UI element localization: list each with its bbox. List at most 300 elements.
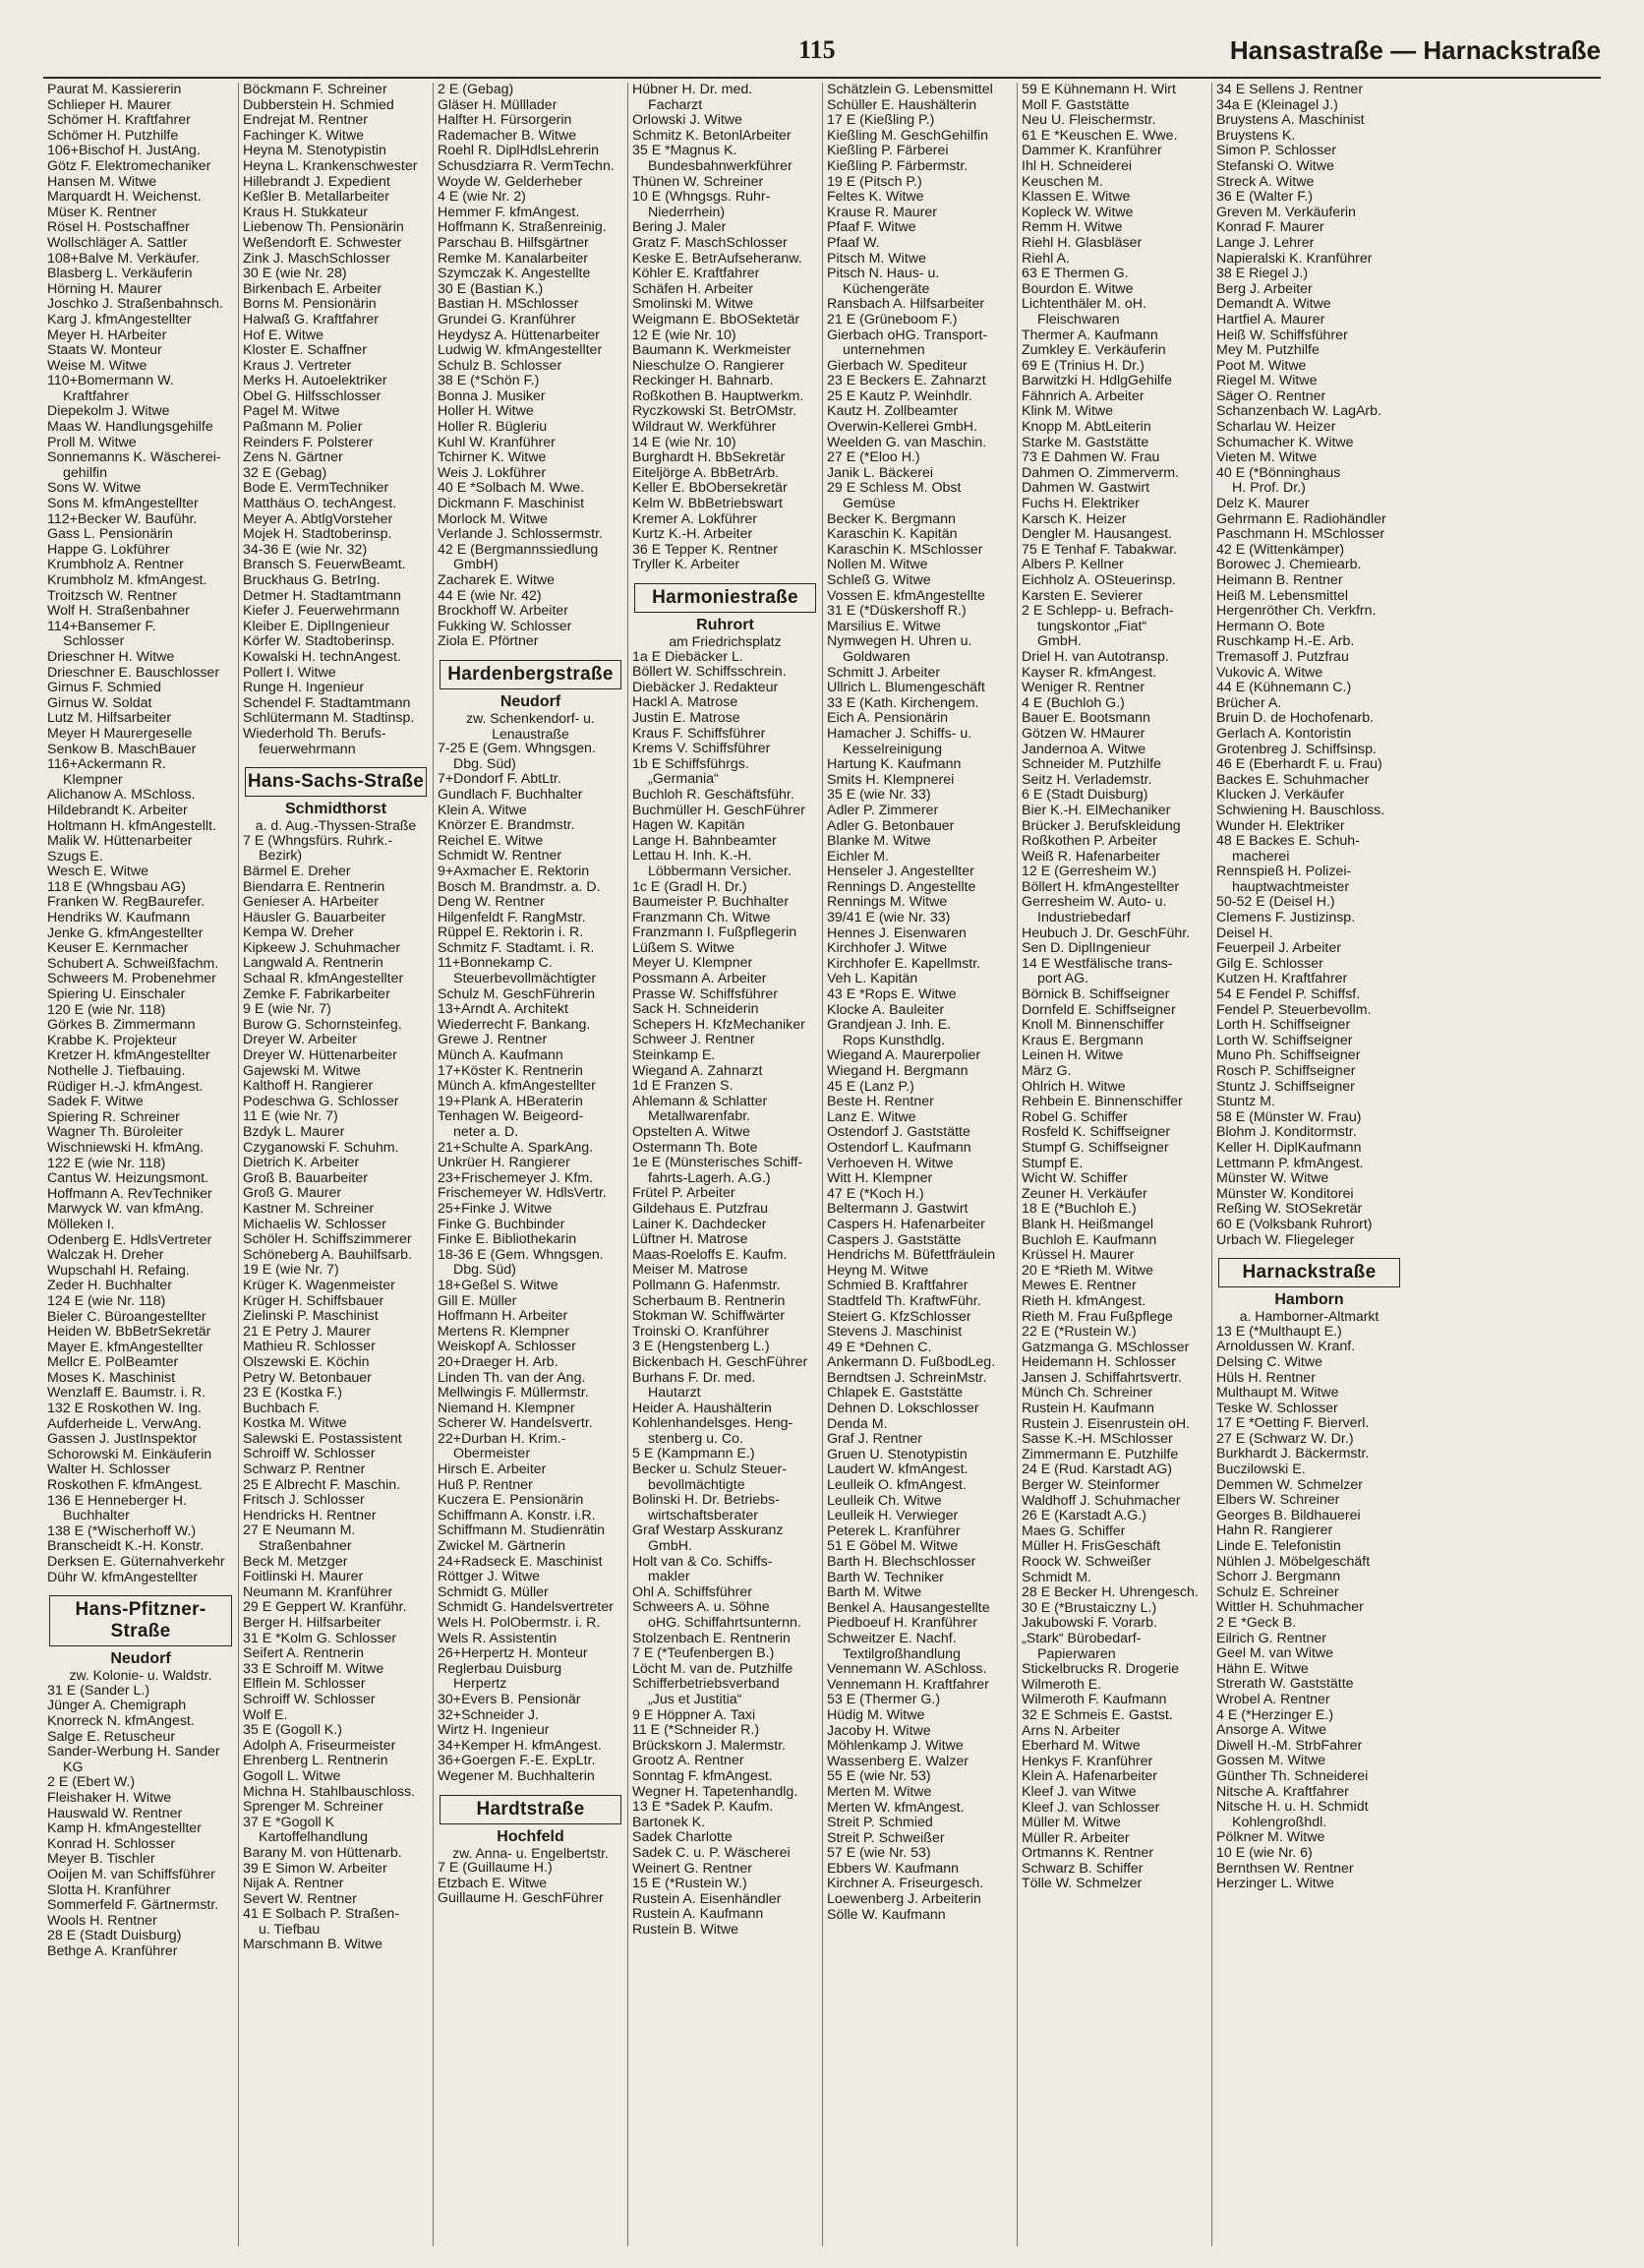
directory-entry: Bonna J. Musiker — [438, 388, 546, 404]
directory-entry: Barth M. Witwe — [827, 1585, 922, 1601]
directory-entry: Pagel M. Witwe — [243, 404, 340, 420]
directory-entry: Streit P. Schweißer — [827, 1830, 945, 1846]
directory-entry: Schmidt G. Handelsvertreter — [438, 1600, 614, 1616]
directory-column — [433, 83, 627, 2246]
directory-entry: Dreyer W. Hüttenarbeiter — [243, 1048, 397, 1064]
directory-entry: 4 E (*Herzinger E.) — [1216, 1707, 1334, 1723]
directory-entry: Bering J. Maler — [632, 220, 727, 236]
directory-entry: Krause R. Maurer — [827, 205, 937, 220]
directory-entry: Schlütermann M. Stadtinsp. — [243, 711, 415, 727]
directory-entry: Barany M. von Hüttenarb. — [243, 1845, 402, 1861]
directory-entry: Loewenberg J. Arbeiterin — [827, 1892, 981, 1908]
directory-entry: Hautarzt — [648, 1386, 701, 1402]
directory-entry: Böllert H. kfmAngestellter — [1022, 879, 1180, 895]
directory-entry: Bruckhaus G. BetrIng. — [243, 573, 381, 588]
directory-entry: Peterek L. Kranführer — [827, 1523, 961, 1539]
directory-entry: Ruschkamp H.-E. Arb. — [1216, 634, 1355, 650]
directory-entry: Lichtenthäler M. oH. — [1022, 297, 1146, 313]
directory-entry: Konrad H. Schlosser — [47, 1836, 176, 1852]
directory-entry: Görkes B. Zimmermann — [47, 1018, 196, 1034]
directory-entry: GmbH) — [453, 558, 499, 573]
directory-entry: Facharzt — [648, 97, 703, 113]
directory-entry: Niederrhein) — [648, 205, 726, 220]
running-title: Hansastraße — Harnackstraße — [1229, 35, 1601, 65]
directory-entry: Kipkeew J. Schuhmacher — [243, 940, 401, 956]
directory-entry: Zink J. MaschSchlosser — [243, 251, 390, 267]
directory-entry: Georges B. Bildhauerei — [1216, 1508, 1361, 1523]
directory-entry: Kuhl W. Kranführer — [438, 435, 556, 450]
directory-entry: Kesselreinigung — [843, 742, 942, 757]
directory-entry: 19+Plank A. HBeraterin — [438, 1094, 583, 1109]
directory-entry: Kleef J. van Witwe — [1022, 1784, 1137, 1800]
street-heading: Hardenbergstraße — [440, 660, 621, 689]
directory-entry: Jünger A. Chemigraph — [47, 1699, 187, 1714]
directory-entry: 11 E (*Schneider R.) — [632, 1723, 760, 1739]
directory-entry: Gogoll L. Witwe — [243, 1768, 341, 1784]
directory-entry: Klocke A. Bauleiter — [827, 1002, 945, 1018]
directory-entry: 7 E (*Teufenbergen B.) — [632, 1646, 775, 1662]
directory-entry: Bruystens K. — [1216, 128, 1296, 144]
directory-entry: Kraus J. Vertreter — [243, 358, 352, 374]
directory-entry: 69 E (Trinius H. Dr.) — [1022, 358, 1145, 374]
directory-entry: Podeschwa G. Schlosser — [243, 1094, 399, 1109]
directory-entry: Herzinger L. Witwe — [1216, 1877, 1334, 1892]
directory-entry: Reichel E. Witwe — [438, 833, 544, 849]
directory-entry: 32 E Schmeis E. Gastst. — [1022, 1707, 1173, 1723]
directory-entry: Lorth H. Schiffseigner — [1216, 1018, 1351, 1034]
directory-entry: Dietrich K. Arbeiter — [243, 1156, 360, 1171]
directory-entry: Knorreck N. kfmAngest. — [47, 1713, 195, 1729]
directory-entry: Kießling M. GeschGehilfin — [827, 128, 989, 144]
directory-entry: 116+Ackermann R. — [47, 757, 166, 773]
directory-entry: Benkel A. Hausangestellte — [827, 1600, 990, 1616]
directory-entry: Rösel H. Postschaffner — [47, 220, 190, 236]
directory-entry: 37 E *Gogoll K — [243, 1815, 335, 1830]
directory-entry: 27 E (*Eloo H.) — [827, 450, 920, 466]
directory-entry: 12 E (wie Nr. 10) — [632, 328, 736, 343]
directory-entry: Wiederrecht F. Bankang. — [438, 1017, 591, 1033]
directory-entry: 36 E Tepper K. Rentner — [632, 542, 779, 558]
directory-entry: Gass L. Pensionärin — [47, 527, 173, 543]
directory-entry: Unkrüer H. Rangierer — [438, 1156, 570, 1171]
directory-entry: Bethge A. Kranführer — [47, 1943, 178, 1959]
directory-entry: Nothelle J. Tiefbauing. — [47, 1064, 186, 1079]
directory-entry: 12 E (Gerresheim W.) — [1022, 865, 1157, 880]
directory-entry: Rennings D. Angestellte — [827, 879, 976, 895]
directory-entry: Hackl A. Matrose — [632, 695, 738, 711]
directory-entry: Smits H. Klempnerei — [827, 772, 955, 788]
directory-entry: 2 E *Geck B. — [1216, 1616, 1297, 1631]
directory-entry: Schusdziarra R. VermTechn. — [438, 158, 615, 174]
directory-entry: Weßendorft E. Schwester — [243, 235, 402, 251]
directory-entry: Smolinski M. Witwe — [632, 297, 753, 313]
directory-entry: Tremasoff J. Putzfrau — [1216, 649, 1349, 665]
directory-entry: 7+Dondorf F. AbtLtr. — [438, 772, 561, 788]
directory-entry: Rieth M. Frau Fußpflege — [1022, 1309, 1173, 1325]
directory-entry: Ostermann Th. Bote — [632, 1140, 758, 1156]
street-section-note: a. Hamborner-Altmarkt — [1239, 1308, 1380, 1325]
directory-entry: 1c E (Gradl H. Dr.) — [632, 879, 747, 895]
directory-entry: Hoffmann H. Arbeiter — [438, 1309, 568, 1325]
directory-entry: Brückskorn J. Malermstr. — [632, 1738, 787, 1754]
directory-entry: Hendricks H. Rentner — [243, 1508, 377, 1523]
directory-entry: Ohl A. Schiffsführer — [632, 1584, 752, 1600]
directory-entry: Eichler M. — [827, 849, 890, 865]
directory-entry: Schwiening H. Bauschloss. — [1216, 803, 1385, 818]
directory-entry: Heyng M. Witwe — [827, 1263, 929, 1279]
directory-entry: Hemmer F. kfmAngest. — [438, 205, 580, 220]
directory-entry: Czyganowski F. Schuhm. — [243, 1140, 399, 1156]
directory-entry: Dühr W. kfmAngestellter — [47, 1570, 198, 1585]
directory-entry: Finke E. Bibliothekarin — [438, 1232, 577, 1248]
directory-entry: Fleischwaren — [1037, 312, 1120, 328]
directory-entry: Zimmermann E. Putzhilfe — [1022, 1447, 1179, 1462]
directory-entry: Marwyck W. van kfmAng. — [47, 1202, 205, 1218]
directory-entry: Wilmeroth F. Kaufmann — [1022, 1693, 1167, 1708]
directory-entry: Wools H. Rentner — [47, 1913, 157, 1929]
directory-entry: 24+Radseck E. Maschinist — [438, 1554, 603, 1570]
directory-entry: Seitz H. Verlademstr. — [1022, 772, 1152, 788]
directory-entry: Aufderheide L. VerwAng. — [47, 1416, 202, 1432]
directory-entry: Hüdig M. Witwe — [827, 1707, 925, 1723]
directory-entry: 19 E (Pitsch P.) — [827, 174, 922, 190]
directory-entry: Keller E. BbObersekretär — [632, 481, 788, 497]
directory-entry: Frütel P. Arbeiter — [632, 1186, 735, 1202]
directory-entry: Reglerbau Duisburg — [438, 1661, 562, 1677]
directory-entry: Runge H. Ingenieur — [243, 681, 365, 696]
directory-entry: Biendarra E. Rentnerin — [243, 879, 385, 895]
directory-entry: Henseler J. Angestellter — [827, 865, 974, 880]
directory-entry: 75 E Tenhaf F. Tabakwar. — [1022, 542, 1178, 558]
street-section-note: am Friedrichsplatz — [669, 633, 782, 649]
directory-entry: 34 E Sellens J. Rentner — [1216, 83, 1364, 97]
directory-entry: Gemüse — [843, 497, 896, 512]
directory-entry: 4 E (Buchloh G.) — [1022, 695, 1125, 711]
district-heading: Ruhrort — [696, 617, 754, 633]
directory-entry: Münch A. kfmAngestellter — [438, 1079, 596, 1095]
directory-entry: 18 E (*Buchloh E.) — [1022, 1202, 1137, 1218]
directory-entry: Brücker J. Berufskleidung — [1022, 818, 1181, 834]
directory-entry: 11+Bonnekamp C. — [438, 956, 553, 972]
directory-entry: Krüssel H. Maurer — [1022, 1248, 1135, 1264]
directory-entry: 34-36 E (wie Nr. 32) — [243, 542, 368, 558]
directory-entry: 57 E (wie Nr. 53) — [827, 1846, 931, 1862]
directory-entry: Heiß M. Lebensmittel — [1216, 588, 1349, 604]
directory-entry: Delsing C. Witwe — [1216, 1354, 1323, 1370]
directory-entry: Nitsche A. Kraftfahrer — [1216, 1784, 1349, 1800]
directory-entry: Meyer U. Klempner — [632, 956, 753, 972]
directory-entry: Mellcr E. PolBeamter — [47, 1355, 179, 1371]
directory-entry: Rosch P. Schiffseigner — [1216, 1064, 1356, 1079]
directory-entry: 63 E Thermen G. — [1022, 267, 1129, 282]
directory-entry: Salewski E. Postassistent — [243, 1431, 402, 1447]
directory-entry: Schömer H. Putzhilfe — [47, 128, 179, 144]
directory-entry: 44 E (Kühnemann C.) — [1216, 681, 1352, 696]
directory-entry: Müller H. FrisGeschäft — [1022, 1539, 1161, 1555]
directory-entry: Gläser H. Mülllader — [438, 97, 558, 113]
directory-entry: Nieschulze O. Rangierer — [632, 358, 785, 374]
directory-entry: Bosch M. Brandmstr. a. D. — [438, 879, 601, 895]
directory-entry: Gajewski M. Witwe — [243, 1063, 361, 1079]
directory-entry: Eichholz A. OSteuerinsp. — [1022, 573, 1176, 588]
directory-entry: Bier K.-H. ElMechaniker — [1022, 803, 1171, 818]
directory-entry: Weelden G. van Maschin. — [827, 435, 987, 450]
directory-entry: Kleef J. van Schlosser — [1022, 1800, 1160, 1816]
directory-entry: Zwickel M. Gärtnerin — [438, 1539, 566, 1555]
directory-entry: Caspers H. Hafenarbeiter — [827, 1217, 985, 1232]
directory-entry: 29 E Schless M. Obst — [827, 481, 962, 497]
directory-entry: Nühlen J. Möbelgeschäft — [1216, 1554, 1371, 1570]
directory-entry: Fuchs H. Elektriker — [1022, 497, 1140, 512]
directory-entry: Groß G. Maurer — [243, 1186, 342, 1202]
directory-entry: 48 E Backes E. Schuh- — [1216, 834, 1360, 850]
directory-entry: Industriebedarf — [1037, 911, 1131, 926]
directory-entry: Kirchhofer J. Witwe — [827, 941, 948, 957]
directory-entry: Starke M. Gaststätte — [1022, 435, 1149, 450]
directory-entry: Moses K. Maschinist — [47, 1370, 176, 1386]
directory-entry: Blasberg L. Verkäuferin — [47, 267, 193, 282]
directory-entry: Detmer H. Stadtamtmann — [243, 588, 401, 604]
directory-entry: Baumeister P. Buchhalter — [632, 895, 790, 911]
directory-entry: Wilmeroth E. — [1022, 1677, 1102, 1693]
directory-entry: Textilgroßhandlung — [843, 1646, 961, 1662]
directory-entry: Becker u. Schulz Steuer- — [632, 1462, 787, 1478]
directory-entry: Heiden W. BbBetrSekretär — [47, 1325, 211, 1341]
directory-entry: Kuczera E. Pensionärin — [438, 1493, 584, 1509]
directory-entry: Schüller E. Haushälterin — [827, 97, 977, 113]
directory-entry: Wittler H. Schuhmacher — [1216, 1600, 1364, 1616]
directory-entry: Muno Ph. Schiffseigner — [1216, 1048, 1361, 1064]
directory-entry: Witt H. Klempner — [827, 1171, 933, 1187]
directory-entry: Rüdiger H.-J. kfmAngest. — [47, 1079, 204, 1095]
directory-entry: Lainer K. Dachdecker — [632, 1217, 767, 1232]
directory-entry: 114+Bansemer F. — [47, 619, 156, 634]
directory-entry: Sadek F. Witwe — [47, 1095, 144, 1110]
directory-entry: Goldwaren — [843, 649, 910, 665]
directory-entry: Stevens J. Maschinist — [827, 1325, 963, 1341]
directory-entry: 17 E *Oetting F. Bierverl. — [1216, 1416, 1370, 1432]
directory-entry: Nymwegen H. Uhren u. — [827, 634, 972, 650]
directory-entry: Neu U. Fleischermstr. — [1022, 113, 1156, 129]
directory-entry: Knoll M. Binnenschiffer — [1022, 1018, 1164, 1034]
directory-entry: Bundesbahnwerkführer — [648, 158, 793, 174]
directory-entry: Szymczak K. Angestellte — [438, 267, 591, 282]
directory-entry: Jansen J. Schiffahrtsvertr. — [1022, 1370, 1182, 1386]
directory-entry: Overwin-Kellerei GmbH. — [827, 420, 977, 436]
directory-entry: 9 E (wie Nr. 7) — [243, 1002, 331, 1018]
directory-entry: Kraus F. Schiffsführer — [632, 726, 766, 742]
directory-entry: Riegel M. Witwe — [1216, 374, 1318, 389]
directory-entry: Sons W. Witwe — [47, 481, 142, 497]
directory-entry: Franzmann I. Fußpflegerin — [632, 925, 797, 941]
directory-entry: Bastian H. MSchlosser — [438, 297, 579, 313]
directory-entry: Fendel P. Steuerbevollm. — [1216, 1002, 1372, 1018]
directory-entry: Streit P. Schmied — [827, 1816, 933, 1831]
directory-entry: Wiegand A. Zahnarzt — [632, 1063, 763, 1079]
directory-entry: Roock W. Schweißer — [1022, 1555, 1151, 1570]
directory-entry: Dahmen O. Zimmerverm. — [1022, 465, 1180, 481]
directory-entry: Wels R. Assistentin — [438, 1631, 558, 1646]
directory-entry: 34+Kemper H. kfmAngest. — [438, 1738, 602, 1754]
directory-entry: 31 E *Kolm G. Schlosser — [243, 1631, 397, 1646]
directory-entry: Girnus W. Soldat — [47, 695, 152, 711]
directory-entry: Mey M. Putzhilfe — [1216, 343, 1320, 359]
street-heading: Hardtstraße — [440, 1795, 621, 1824]
directory-entry: Heimann B. Rentner — [1216, 573, 1343, 588]
directory-entry: Wischniewski H. kfmAng. — [47, 1140, 205, 1156]
directory-entry: Buczilowski E. — [1216, 1462, 1306, 1478]
directory-entry: Sack H. Schneiderin — [632, 1002, 759, 1018]
directory-entry: Jacoby H. Witwe — [827, 1723, 931, 1739]
directory-entry: Elbers W. Schreiner — [1216, 1493, 1340, 1509]
directory-entry: Pfaaf F. Witwe — [827, 220, 916, 236]
directory-entry: Malik W. Hüttenarbeiter — [47, 834, 193, 850]
directory-entry: Schubert A. Schweißfachm. — [47, 956, 219, 972]
directory-entry: Krabbe K. Projekteur — [47, 1033, 177, 1048]
directory-entry: Karaschin K. MSchlosser — [827, 542, 983, 558]
directory-entry: 35 E (wie Nr. 33) — [827, 788, 931, 804]
directory-entry: Dengler M. Hausangest. — [1022, 527, 1172, 543]
directory-entry: 1d E Franzen S. — [632, 1079, 734, 1095]
directory-entry: Ransbach A. Hilfsarbeiter — [827, 297, 985, 313]
directory-entry: Eberhard M. Witwe — [1022, 1739, 1141, 1755]
directory-entry: Rieth H. kfmAngest. — [1022, 1293, 1146, 1309]
directory-entry: Bruin D. de Hochofenarb. — [1216, 711, 1375, 727]
directory-entry: Genieser A. HArbeiter — [243, 895, 379, 911]
directory-entry: Klein A. Witwe — [438, 803, 527, 818]
directory-entry: Kloster E. Schaffner — [243, 343, 367, 359]
directory-entry: Sonntag F. kfmAngest. — [632, 1768, 773, 1784]
directory-entry: 24 E (Rud. Karstadt AG) — [1022, 1462, 1172, 1478]
directory-entry: 10 E (Whngsgs. Ruhr- — [632, 190, 771, 206]
directory-entry: Demmen W. Schmelzer — [1216, 1477, 1364, 1493]
directory-entry: Klink M. Witwe — [1022, 404, 1114, 420]
directory-entry: Wolf E. — [243, 1707, 288, 1723]
directory-entry: März G. — [1022, 1064, 1072, 1079]
directory-entry: Hahn R. Rangierer — [1216, 1523, 1333, 1539]
directory-entry: Meyer A. AbtlgVorsteher — [243, 511, 393, 527]
directory-entry: Buchloh E. Kaufmann — [1022, 1232, 1157, 1248]
directory-entry: Heubuch J. Dr. GeschFühr. — [1022, 925, 1191, 941]
directory-entry: Beltermann J. Gastwirt — [827, 1202, 969, 1218]
directory-entry: Reckinger H. Bahnarb. — [632, 374, 774, 389]
directory-entry: Niemand H. Klempner — [438, 1401, 575, 1416]
directory-entry: Rademacher B. Witwe — [438, 128, 577, 144]
directory-entry: Weigmann E. BbOSektetär — [632, 312, 800, 328]
directory-entry: Drieschner H. Witwe — [47, 649, 175, 665]
street-section-note: zw. Kolonie- u. Waldstr. — [69, 1667, 212, 1684]
directory-entry: Bartonek K. — [632, 1815, 706, 1830]
directory-entry: Ooijen M. van Schiffsführer — [47, 1867, 215, 1882]
directory-entry: 21+Schulte A. SparkAng. — [438, 1140, 594, 1156]
directory-entry: Mewes E. Rentner — [1022, 1279, 1137, 1294]
directory-entry: 59 E Kühnemann H. Wirt — [1022, 83, 1176, 97]
directory-entry: Schäfen H. Arbeiter — [632, 281, 754, 297]
directory-entry: Steiert G. KfzSchlosser — [827, 1309, 971, 1325]
directory-entry: 110+Bomermann W. — [47, 374, 174, 389]
directory-entry: Böllert W. Schiffsschrein. — [632, 665, 787, 681]
directory-entry: Vukovic A. Witwe — [1216, 665, 1323, 681]
directory-entry: 21 E Petry J. Maurer — [243, 1324, 372, 1340]
directory-entry: Hof E. Witwe — [243, 328, 323, 343]
directory-entry: Stolzenbach E. Rentnerin — [632, 1631, 791, 1646]
directory-entry: Fähnrich A. Arbeiter — [1022, 388, 1145, 404]
directory-entry: Michna H. Stahlbauschloss. — [243, 1784, 416, 1800]
directory-entry: Steuerbevollmächtigter — [453, 972, 597, 987]
district-heading: Schmidthorst — [284, 801, 387, 818]
directory-entry: Kraus E. Bergmann — [1022, 1033, 1144, 1048]
directory-entry: Wirtz H. Ingenieur — [438, 1723, 550, 1739]
directory-entry: Säger O. Rentner — [1216, 388, 1326, 404]
directory-entry: Stumpf G. Schiffseigner — [1022, 1140, 1169, 1156]
directory-entry: Nijak A. Rentner — [243, 1877, 344, 1892]
directory-entry: Nollen M. Witwe — [827, 558, 928, 573]
directory-entry: Merten M. Witwe — [827, 1784, 932, 1800]
directory-entry: Tchirner K. Witwe — [438, 450, 547, 466]
directory-entry: 32+Schneider J. — [438, 1707, 539, 1723]
directory-entry: Gruen U. Stenotypistin — [827, 1447, 968, 1462]
directory-entry: Keuschen M. — [1022, 174, 1103, 190]
directory-entry: u. Tiefbau — [259, 1922, 321, 1938]
directory-entry: Schweitzer E. Nachf. — [827, 1631, 957, 1646]
directory-entry: Stuntz M. — [1216, 1095, 1275, 1110]
directory-entry: Holtmann H. kfmAngestellt. — [47, 818, 216, 834]
directory-entry: Rops Kunsthdlg. — [843, 1033, 946, 1048]
directory-entry: Dammer K. Kranführer — [1022, 144, 1162, 159]
directory-entry: Kastner M. Schreiner — [243, 1201, 375, 1217]
directory-entry: Scharlau W. Heizer — [1216, 420, 1336, 436]
directory-entry: Blank H. Heißmangel — [1022, 1217, 1154, 1232]
directory-entry: Hoffmann A. RevTechniker — [47, 1186, 212, 1202]
directory-entry: 35 E (Gogoll K.) — [243, 1723, 342, 1739]
directory-entry: Reinders F. Polsterer — [243, 435, 374, 450]
directory-entry: Deng W. Rentner — [438, 895, 545, 911]
directory-entry: Ansorge A. Witwe — [1216, 1723, 1326, 1739]
directory-entry: Geel M. van Witwe — [1216, 1646, 1334, 1662]
directory-entry: Lüßem S. Witwe — [632, 940, 735, 956]
directory-entry: 18-36 E (Gem. Whngsgen. — [438, 1247, 604, 1263]
directory-entry: Mathieu R. Schlosser — [243, 1340, 376, 1355]
directory-entry: 30+Evers B. Pensionär — [438, 1692, 581, 1707]
directory-entry: Kießling P. Färberei — [827, 144, 949, 159]
directory-entry: Keske E. BetrAufseheranw. — [632, 251, 802, 267]
directory-entry: Pitsch M. Witwe — [827, 251, 926, 267]
directory-entry: Becker K. Bergmann — [827, 511, 956, 527]
directory-entry: 61 E *Keuschen E. Wwe. — [1022, 128, 1178, 144]
directory-entry: Grotenbreg J. Schiffsinsp. — [1216, 742, 1377, 757]
directory-entry: Gill E. Müller — [438, 1293, 517, 1309]
directory-entry: Chlapek E. Gaststätte — [827, 1386, 964, 1402]
directory-entry: Ostendorf J. Gaststätte — [827, 1125, 970, 1141]
directory-entry: 2 E (Ebert W.) — [47, 1775, 136, 1791]
directory-entry: Lettau H. Inh. K.-H. — [632, 849, 752, 865]
street-section-note: zw. Schenkendorf- u. Lenaustraße — [466, 709, 595, 742]
directory-entry: Berg J. Arbeiter — [1216, 281, 1313, 297]
directory-entry: port AG. — [1037, 972, 1089, 987]
directory-column — [627, 83, 822, 2246]
directory-entry: Janik L. Bäckerei — [827, 465, 934, 481]
directory-entry: Marsilius E. Witwe — [827, 619, 941, 634]
directory-entry: Wesch E. Witwe — [47, 865, 149, 880]
directory-entry: Adolph A. Friseurmeister — [243, 1738, 396, 1754]
directory-entry: Jenke G. kfmAngestellter — [47, 925, 204, 941]
directory-entry: Schweer J. Rentner — [632, 1033, 755, 1048]
directory-entry: Lange H. Bahnbeamter — [632, 833, 777, 849]
directory-entry: Borns M. Pensionärin — [243, 297, 377, 313]
directory-entry: Hagen W. Kapitän — [632, 818, 745, 834]
directory-entry: Wrobel A. Rentner — [1216, 1692, 1330, 1707]
directory-entry: 36 E (Walter F.) — [1216, 190, 1314, 206]
